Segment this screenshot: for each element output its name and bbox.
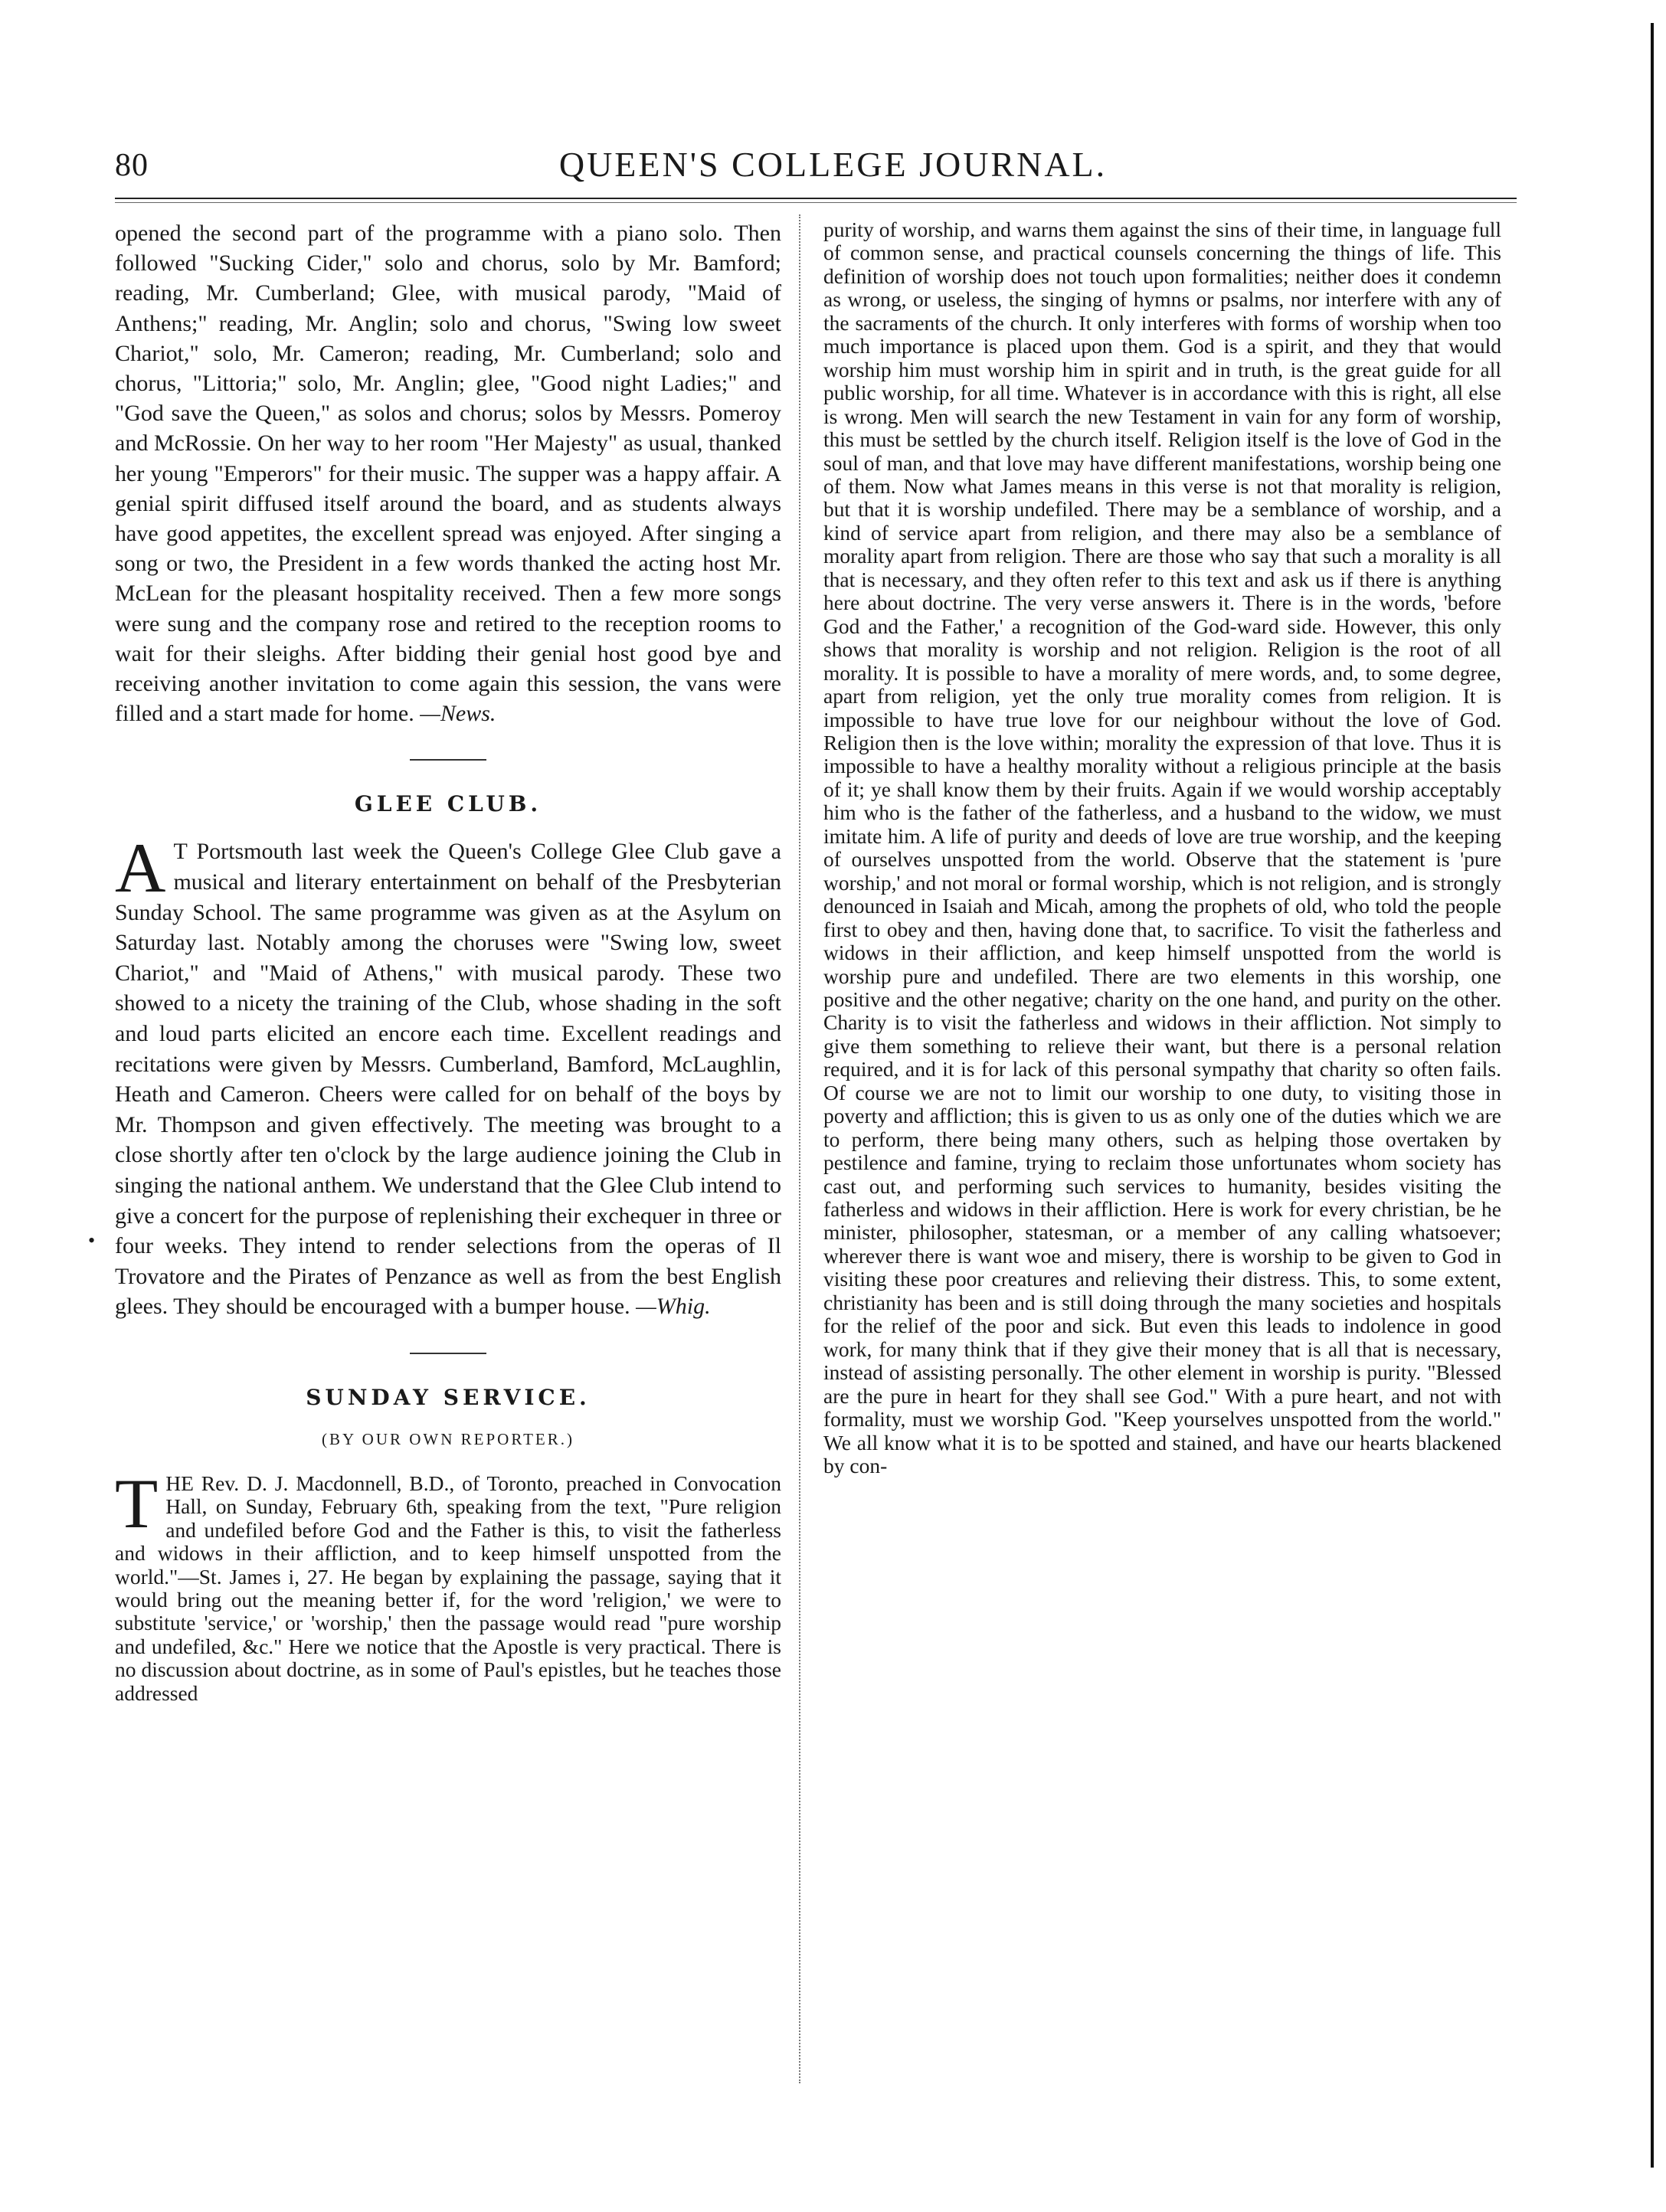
margin-mark: • [88, 1229, 96, 1252]
dropcap-letter: A [115, 829, 166, 908]
dropcap-letter: T [115, 1464, 159, 1543]
page-edge-line [1651, 23, 1654, 2168]
section-separator [410, 759, 486, 761]
glee-club-heading: GLEE CLUB. [354, 791, 542, 817]
glee-club-article: A T Portsmouth last week the Queen's College Glee Club gave a musical and literary entertainment on behalf of the Presbyterian Sunday School. The same programme was given as at the Asylum on Saturday last. Notably among the choruses were "Swing low, sweet Chariot," and "Maid of Athens," with musical parody. These two showed to a nicety the training of the Club, whose shading in the soft and loud parts elicited an encore each time. Excellent readings and recitations were given by Messrs. Cumberland, Bamford, McLaughlin, Heath and Cameron. Cheers were called for on behalf of the boys by Mr. Thompson and given effectively. The meeting was brought to a close shortly after ten o'clock by the large audience joining the Club in singing the national anthem. We understand that the Glee Club intend to give a concert for the purpose of replenishing their exchequer in three or four weeks. They intend to render selections from the operas of Il Trovatore and the Pirates of Penzance as well as from the best English glees. They should be encouraged with a bumper house. —Whig. [115, 829, 781, 1320]
sunday-service-continued: purity of worship, and warns them against the sins of their time, in language full of common sense, and practical counsels concerning the things of life. This definition of worship does not touch upon formalities; neither does it condemn as wrong, or useless, the singing of hymns or psalms, nor interfere with any of the sacraments of the church. It only interferes with forms of worship when too much importance is placed upon them. God is a spirit, and they that would worship him must worship him in spirit and in truth, is the great guide for all public worship, for all time. Whatever is in accordance with this is right, all else is wrong. Men will search the new Testament in vain for any form of worship, this must be settled by the church itself. Religion itself is the love of God in the soul of man, and that love may have different manifestations, worship being one of them. Now what James means in this verse is not that morality is religion, but that it is worship undefiled. There may be a semblance of worship, and a kind of service apart from religion, and there may also be a semblance of morality apart from religion. There are those who say that such a morality is all that is necessary, and they often refer to this text and ask us if there is anything here about doctrine. The very verse answers it. There is in the words, 'before God and the Father,' a recognition of the God-ward side. However, this only shows that morality is worship and not religion. Religion is the root of all morality. It is possible to have a morality of mere words, and, to some degree, apart from religion, yet the only true morality comes from religion. It is impossible to have true love for our neighbour without the love of God. Religion then is the love within; morality the expression of that love. Thus it is impossible to have a healthy morality without a religious principle at the basis of it; ye shall know them by their fruits. Again if we would worship acceptably him who is the father of the fatherless, and a husband to the widow, we must imitate him. A life of purity and deeds of love are true worship, and the keeping of ourselves unspotted from the world. Observe that the statement is 'pure worship,' and not moral or formal worship, which is not religion, and is strongly denounced in Isaiah and Micah, among the prophets of old, who told the people first to obey and then, having done that, to sacrifice. To visit the fatherless and widows in their affliction, and keep himself unspotted from the world is worship pure and undefiled. There are two elements in this worship, one positive and the other negative; charity on the one hand, and purity on the other. Charity is to visit the fatherless and widows in their affliction. Not simply to give them something to relieve their want, but there is a personal relation required, and it is for lack of this personal sympathy that charity so often fails. Of course we are not to limit our worship to one duty, to visiting those in poverty and affliction; this is given to us as only one of the duties which we are to perform, there being many others, such as helping those overtaken by pestilence and famine, trying to reclaim those unfortunates whom society has cast out, and performing such services to humanity, besides visiting the fatherless and widows in their affliction. Here is work for every christian, be he minister, philosopher, statesman, or a member of any calling whatsoever; wherever there is want woe and misery, there is worship to be given to God in visiting these poor creatures and relieving their distress. This, to some extent, christianity has been and is still doing through the many societies and hospitals for the relief of the poor and sick. But even this leads to indolence in good work, for many think that if they give their money that is all that is necessary, instead of assisting personally. The other element in worship is purity. "Blessed are the pure in heart for they shall see God." With a pure heart, and not with formality, must we worship God. "Keep yourselves unspotted from the world." We all know what it is to be spotted and stained, and have our hearts blackened by con- [823, 218, 1501, 1478]
sunday-service-article: THE Rev. D. J. Macdonnell, B.D., of Toronto, preached in Convocation Hall, on Sunday, February 6th, speaking from the text, "Pure religion and undefiled before God and the Father is this, to visit the fatherless and widows in their affliction, and to keep himself unspotted from the world."—St. James i, 27. He began by explaining the passage, saying that it would bring out the meaning better if, for the word 'religion,' we were to substitute 'service,' or 'worship,' then the passage would read "pure worship and undefiled, &c." Here we notice that the Apostle is very practical. There is no discussion about doctrine, as in some of Paul's epistles, but he teaches those addressed [115, 1464, 781, 1705]
page-number: 80 [115, 148, 149, 183]
right-column [823, 218, 1501, 1477]
continued-article-text: opened the second part of the programme with a piano solo. Then followed "Sucking Cider," solo and chorus, solo by Mr. Bamford; reading, Mr. Cumberland; Glee, with musical parody, "Maid of Anthens;" reading, Mr. Anglin; solo and chorus, "Swing low sweet Chariot," solo, Mr. Cameron; reading, Mr. Cumberland; solo and chorus, "Littoria;" solo, Mr. Anglin; glee, "Good night Ladies;" and "God save the Queen," as solos and chorus; solos by Messrs. Pomeroy and McRossie. On her way to her room "Her Majesty" as usual, thanked her young "Emperors" for their music. The supper was a happy affair. A genial spirit diffused itself around the board, and as students always have good appetites, the excellent spread was enjoyed. After singing a song or two, the President in a few words thanked the acting host Mr. McLean for the pleasant hospitality received. Then a few more songs were sung and the company rose and retired to the reception rooms to wait for their sleighs. After bidding their genial host good bye and receiving another invitation to come again this session, the vans were filled and a start made for home. —News. [115, 221, 781, 727]
sunday-service-byline: (BY OUR OWN REPORTER.) [322, 1429, 574, 1448]
column-divider [799, 214, 800, 2083]
section-separator [410, 1353, 486, 1354]
header-rule [115, 198, 1517, 203]
journal-masthead: QUEEN'S COLLEGE JOURNAL. [558, 145, 1108, 184]
left-column [115, 218, 781, 1705]
article-source: —Whig. [636, 1294, 711, 1320]
sunday-service-heading: SUNDAY SERVICE. [306, 1384, 591, 1410]
article-source: —News. [420, 701, 496, 727]
